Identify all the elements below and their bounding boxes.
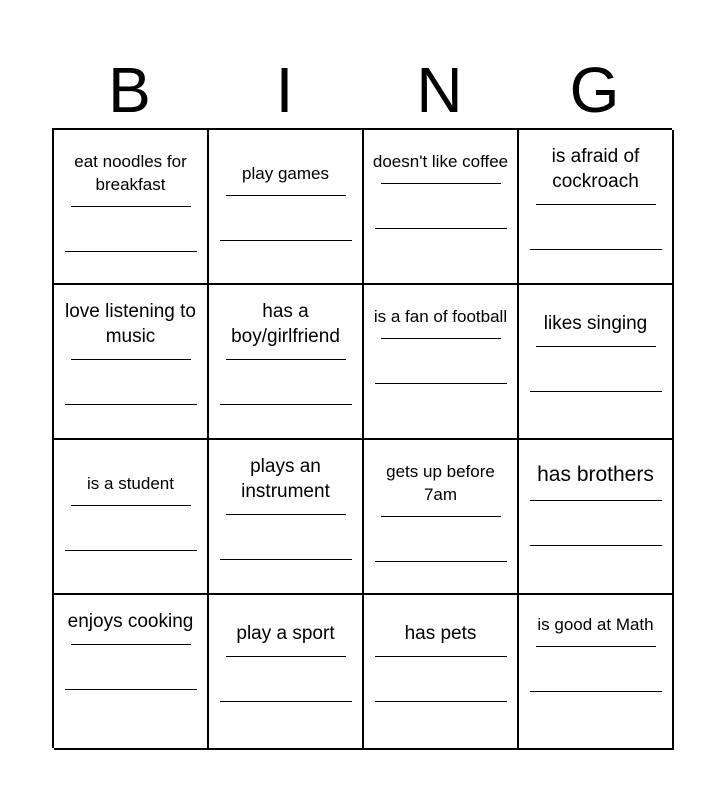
bingo-cell[interactable] [519,285,674,440]
bingo-header [52,50,672,130]
name-blank-line [375,656,507,657]
name-blank-line [65,251,197,252]
cell-prompt: play games [242,164,329,183]
name-blank-line [71,505,191,506]
name-blank-line [375,701,507,702]
cell-prompt: is afraid of cockroach [551,146,640,192]
name-blank-line [381,338,501,339]
bingo-cell[interactable] [54,285,209,440]
name-blank-line [375,561,507,562]
cell-prompt: gets up before 7am [386,462,495,504]
name-blank-line [220,240,352,241]
cell-prompt: is a fan of football [373,307,508,326]
cell-prompt: has pets [404,623,477,644]
name-blank-line [65,689,197,690]
bingo-cell[interactable] [54,440,209,595]
bingo-cell[interactable] [54,595,209,750]
cell-prompt: love listening to music [65,301,196,347]
cell-prompt: is good at Math [537,615,654,634]
name-blank-line [220,559,352,560]
name-blank-line [536,346,656,347]
bingo-cell[interactable] [209,130,364,285]
cell-prompt: doesn't like coffee [372,152,509,171]
bingo-cell[interactable] [54,130,209,285]
name-blank-line [381,183,501,184]
cell-prompt: enjoys cooking [67,611,194,632]
name-blank-line [375,228,507,229]
bingo-cell[interactable] [519,595,674,750]
cell-prompt: is a student [87,474,174,493]
header-letter-i: I [275,54,294,126]
header-letter-b: B [108,54,151,126]
name-blank-line [536,204,656,205]
bingo-cell[interactable] [364,440,519,595]
name-blank-line [71,644,191,645]
name-blank-line [65,404,197,405]
bingo-cell[interactable] [364,595,519,750]
name-blank-line [226,656,346,657]
cell-prompt: plays an instrument [241,456,330,502]
name-blank-line [381,516,501,517]
bingo-cell[interactable] [209,285,364,440]
cell-prompt: has brothers [537,463,654,486]
bingo-cell[interactable] [209,440,364,595]
cell-prompt: eat noodles for breakfast [74,152,187,194]
bingo-cell[interactable] [364,130,519,285]
name-blank-line [530,545,662,546]
cell-prompt: play a sport [236,623,335,644]
bingo-cell[interactable] [364,285,519,440]
name-blank-line [226,359,346,360]
name-blank-line [375,383,507,384]
bingo-cell[interactable] [519,440,674,595]
name-blank-line [530,691,662,692]
name-blank-line [530,500,662,501]
bingo-cell[interactable] [209,595,364,750]
name-blank-line [220,701,352,702]
cell-prompt: has a boy/girlfriend [231,301,340,347]
name-blank-line [536,646,656,647]
name-blank-line [71,359,191,360]
bingo-cell[interactable] [519,130,674,285]
name-blank-line [226,514,346,515]
name-blank-line [530,249,662,250]
name-blank-line [220,404,352,405]
cell-prompt: likes singing [543,313,648,334]
bingo-grid [52,128,672,748]
name-blank-line [226,195,346,196]
name-blank-line [65,550,197,551]
header-letter-n: N [416,54,463,126]
name-blank-line [530,391,662,392]
header-letter-g: G [569,54,620,126]
name-blank-line [71,206,191,207]
